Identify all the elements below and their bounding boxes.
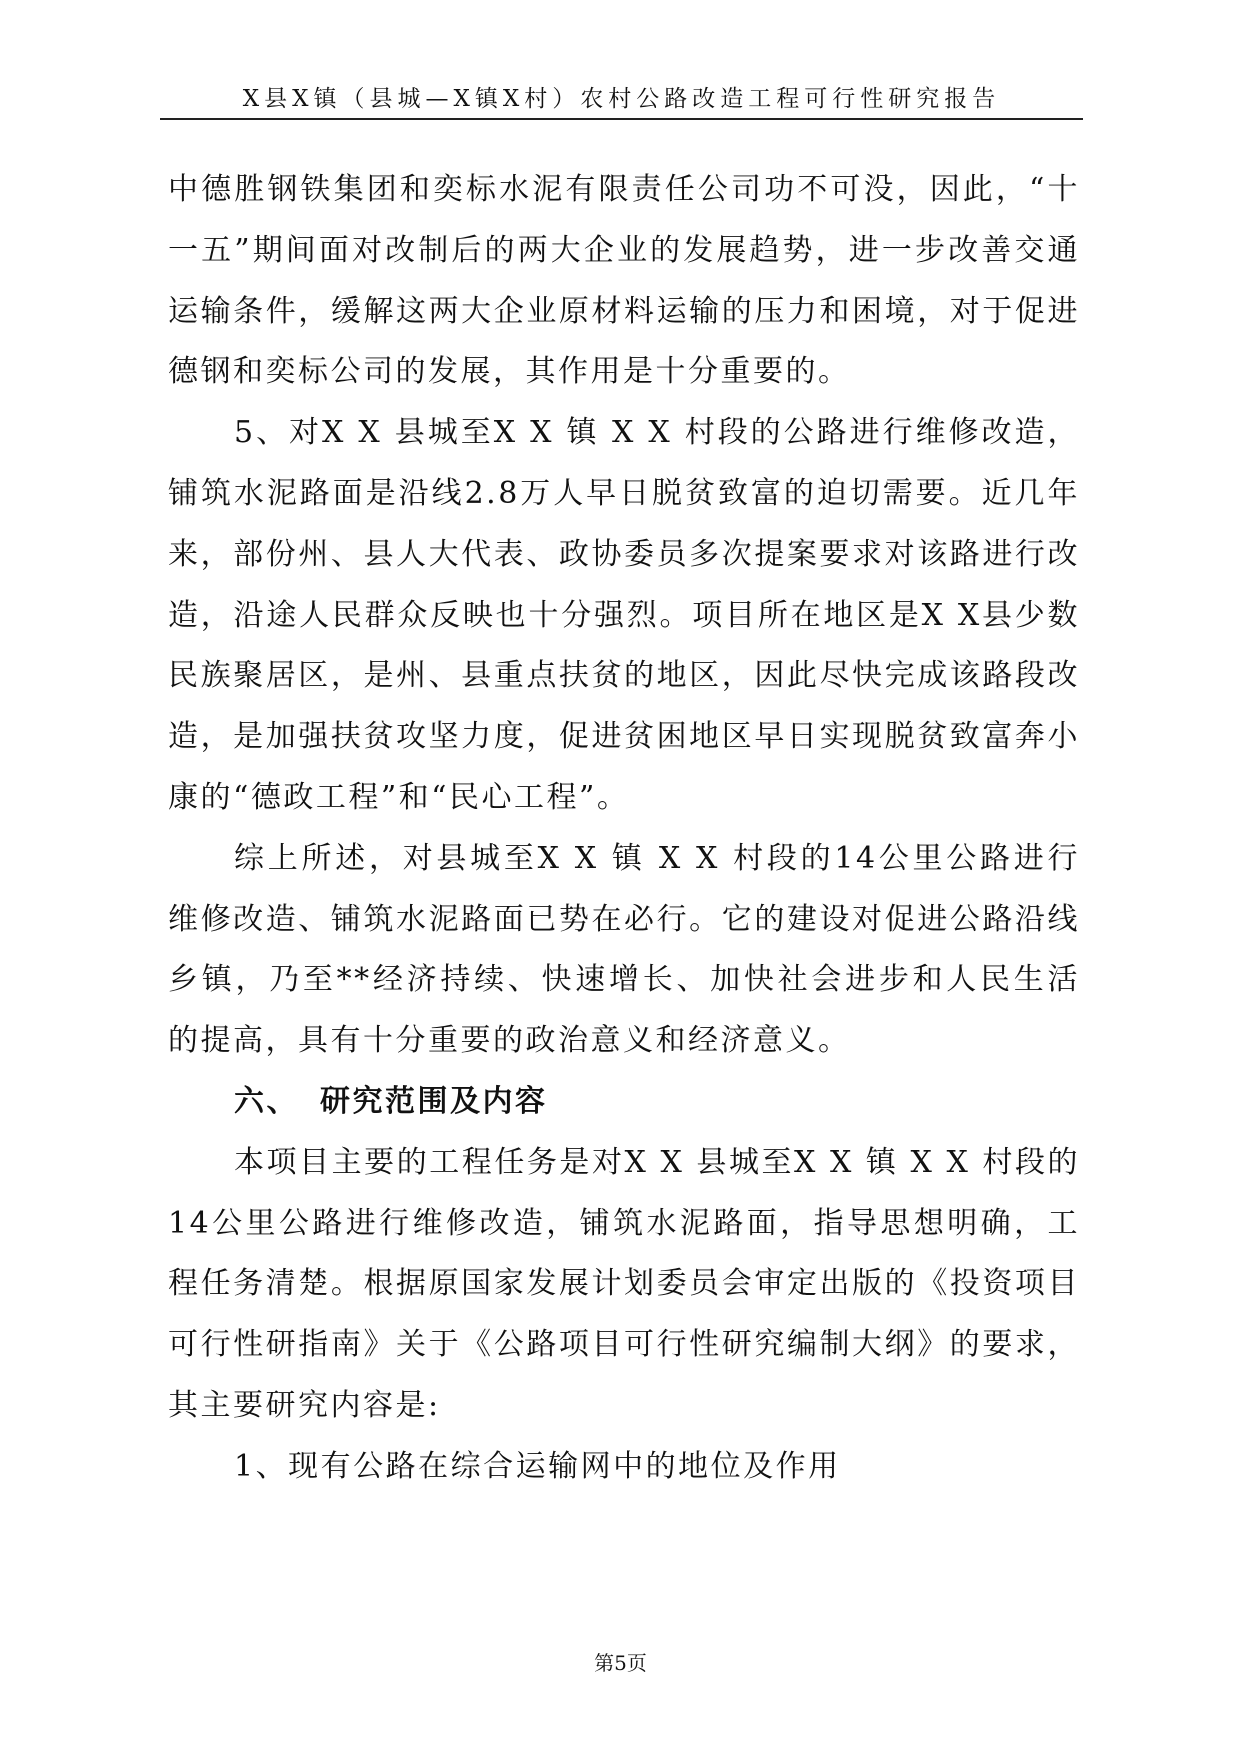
- section-number: 六、: [234, 1083, 299, 1119]
- paragraph-list-item-1: 1、现有公路在综合运输网中的地位及作用: [234, 1448, 841, 1484]
- section-title: 研究范围及内容: [320, 1083, 548, 1119]
- section-heading: [168, 1072, 1080, 1133]
- paragraph-item-5: 5、对X X 县城至X X 镇 X X 村段的公路进行维修改造，铺筑水泥路面是沿线2.8万人早日脱贫致富的迫切需要。近几年来，部份州、县人大代表、政协委员多次提案要求对该路进行改造，沿途人民群众反映也十分强烈。项目所在地区是X X县少数民族聚居区，是州、县重点扶贫的地区，因此尽快完成该路段改造，是加强扶贫攻坚力度，促进贫困地区早日实现脱贫致富奔小康的“德政工程”和“民心工程”。: [168, 415, 1080, 815]
- paragraph-summary: 综上所述，对县城至X X 镇 X X 村段的14公里公路进行维修改造、铺筑水泥路面已势在必行。它的建设对促进公路沿线乡镇，乃至**经济持续、快速增长、加快社会进步和人民生活的提高，具有十分重要的政治意义和经济意义。: [168, 840, 1080, 1059]
- header-rule: [160, 118, 1083, 120]
- running-header: X县X镇（县城—X镇X村）农村公路改造工程可行性研究报告: [242, 86, 1001, 112]
- paragraph-scope: 本项目主要的工程任务是对X X 县城至X X 镇 X X 村段的14公里公路进行维修改造，铺筑水泥路面，指导思想明确，工程任务清楚。根据原国家发展计划委员会审定出版的《投资项目可行性研指南》关于《公路项目可行性研究编制大纲》的要求，其主要研究内容是:: [168, 1144, 1080, 1423]
- paragraph-continuation: 中德胜钢铁集团和奕标水泥有限责任公司功不可没，因此，“十一五”期间面对改制后的两大企业的发展趋势，进一步改善交通运输条件，缓解这两大企业原材料运输的压力和困境，对于促进德钢和奕标公司的发展，其作用是十分重要的。: [168, 172, 1080, 390]
- page-number: 第5页: [594, 1651, 647, 1675]
- body-text: [168, 160, 1080, 1498]
